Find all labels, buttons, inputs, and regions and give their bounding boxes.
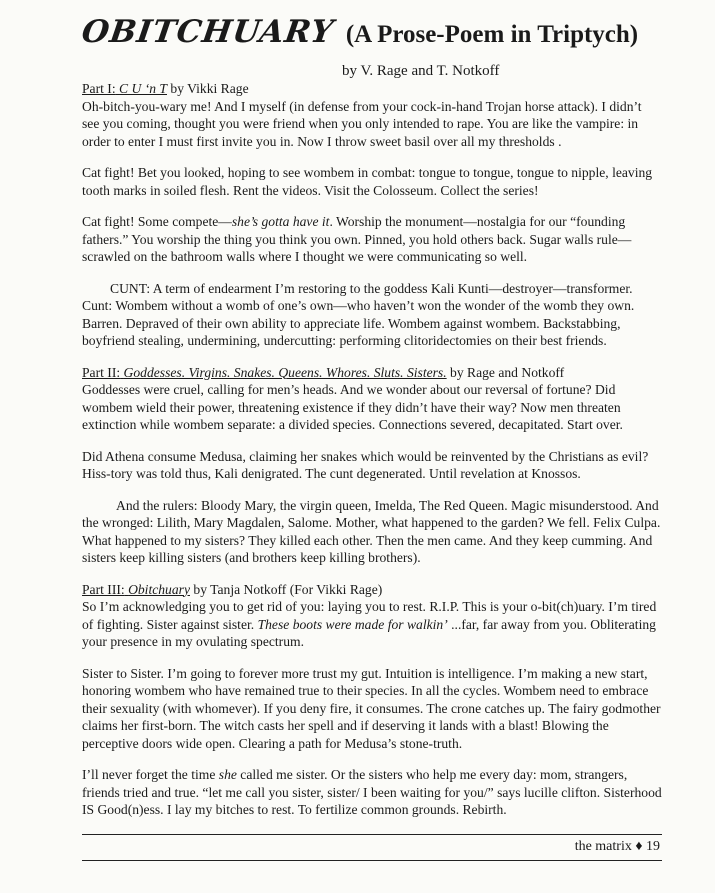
part3-title: Obitchuary <box>128 581 190 597</box>
page-number: 19 <box>646 839 660 854</box>
footer-rule-bottom <box>82 860 662 861</box>
part2-heading <box>82 364 662 382</box>
part1-paragraph-3: Cat fight! Some compete—she’s gotta have it. Worship the monument—nostalgia for our “founding fathers.” You worship the thing you think you own. Pinned, you hold others back. Sugar walls rule—scrawled on the bathroom walls where I thought we were communicating so well. <box>82 214 632 264</box>
part3-paragraph-3: I’ll never forget the time she called me sister. Or the sisters who help me every day: mom, strangers, friends tried and true. “let me call you sister, sister/ I been waiting for you/” says lucille clifton. Sisterhood IS Good(n)ess. I lay my bitches to rest. To fertilize common grounds. Rebirth. <box>82 767 662 817</box>
part2-paragraph-2: Did Athena consume Medusa, claiming her snakes which would be reinvented by the Christians as evil? Hiss-tory was told thus, Kali denigrated. The cunt degenerated. Until revelation at Knossos. <box>82 448 649 481</box>
article-body <box>82 80 662 833</box>
part1-label: Part I: C U ‘n T <box>82 81 167 96</box>
diamond-icon: ♦ <box>635 839 643 854</box>
part3-heading <box>82 581 662 599</box>
part1-paragraph-4: CUNT: A term of endearment I’m restoring to the goddess Kali Kunti—destroyer—transformer. Cunt: Wombem without a womb of one’s own—who haven’t won the wonder of the womb they own. Barren. Depraved of their own ability to appreciate life. Wombem against wombem. Backstabbing, boyfriend stealing, undermining, undercutting: performing clitoridectomies on their best friends. <box>82 280 635 348</box>
part2-paragraph-3: And the rulers: Bloody Mary, the virgin queen, Imelda, The Red Queen. Magic misunderstood. And the wronged: Lilith, Mary Magdalen, Salome. Mother, what happened to the garden? We fell. Felix Culpa. What happened to my sisters? They killed each other. Then the men came. And they keep cumming. And sisters keep killing sisters (and brothers keep killing brothers). <box>82 497 661 565</box>
part1-paragraph-2: Cat fight! Bet you looked, hoping to see wombem in combat: tongue to tongue, tongue to nipple, leaving tooth marks in soiled flesh. Rent the videos. Visit the Colosseum. Collect the series! <box>82 165 653 198</box>
part2-label: Part II: Goddesses. Virgins. Snakes. Queens. Whores. Sluts. Sisters. <box>82 364 447 380</box>
part2-title: Goddesses. Virgins. Snakes. Queens. Whores. Sluts. Sisters. <box>123 364 447 380</box>
title-main: OBITCHUARY <box>79 14 337 50</box>
footer-publication: the matrix <box>574 839 632 854</box>
byline: by V. Rage and T. Notkoff <box>342 63 500 79</box>
part2-author: by Rage and Notkoff <box>450 364 565 380</box>
title <box>79 14 682 50</box>
footer <box>575 839 660 855</box>
part3-paragraph-2: Sister to Sister. I’m going to forever more trust my gut. Intuition is intelligence. I’m making a new start, honoring wombem who have remained true to their species. In all the cycles. Wombem need to embrace their sexuality (with whomever). If you deny fire, it consumes. The crone catches up. The fairy godmother claims her first-born. The witch casts her spell and if deserving it lands with a blast! Blowing the perceptive doors wide open. Clearing a path for Medusa’s stone-truth. <box>82 665 661 751</box>
part1-title: C U ‘n T <box>119 81 167 96</box>
part3-author: by Tanja Notkoff (For Vikki Rage) <box>193 581 383 597</box>
part1-paragraph-1: Oh-bitch-you-wary me! And I myself (in defense from your cock-in-hand Trojan horse attack). I didn’t see you coming, thought you were friend when you only intended to rape. You are like the vampire: in order to enter I must first invite you in. Now I throw sweet basil over all my thresholds . <box>82 98 642 149</box>
part3-paragraph-1: So I’m acknowledging you to get rid of you: laying you to rest. R.I.P. This is your o-bit(ch)uary. I’m tired of fighting. Sister against sister. These boots were made for walkin’ ...far, far away from you. Obliterating your presence in my ovulating spectrum. <box>82 599 657 649</box>
part2-paragraph-1: Goddesses were cruel, calling for men’s heads. And we wonder about our reversal of fortune? Did wombem wield their power, threatening existence if they didn’t have their way? Now men threaten extinction while wombem separate: a divided species. Connections severed, decapitated. Start over. <box>82 382 623 432</box>
part1-author: by Vikki Rage <box>170 81 249 96</box>
footer-rule-top <box>82 834 662 835</box>
title-subtitle: (A Prose-Poem in Triptych) <box>345 21 639 48</box>
part1-heading <box>82 80 662 98</box>
part3-label: Part III: Obitchuary <box>82 581 190 597</box>
